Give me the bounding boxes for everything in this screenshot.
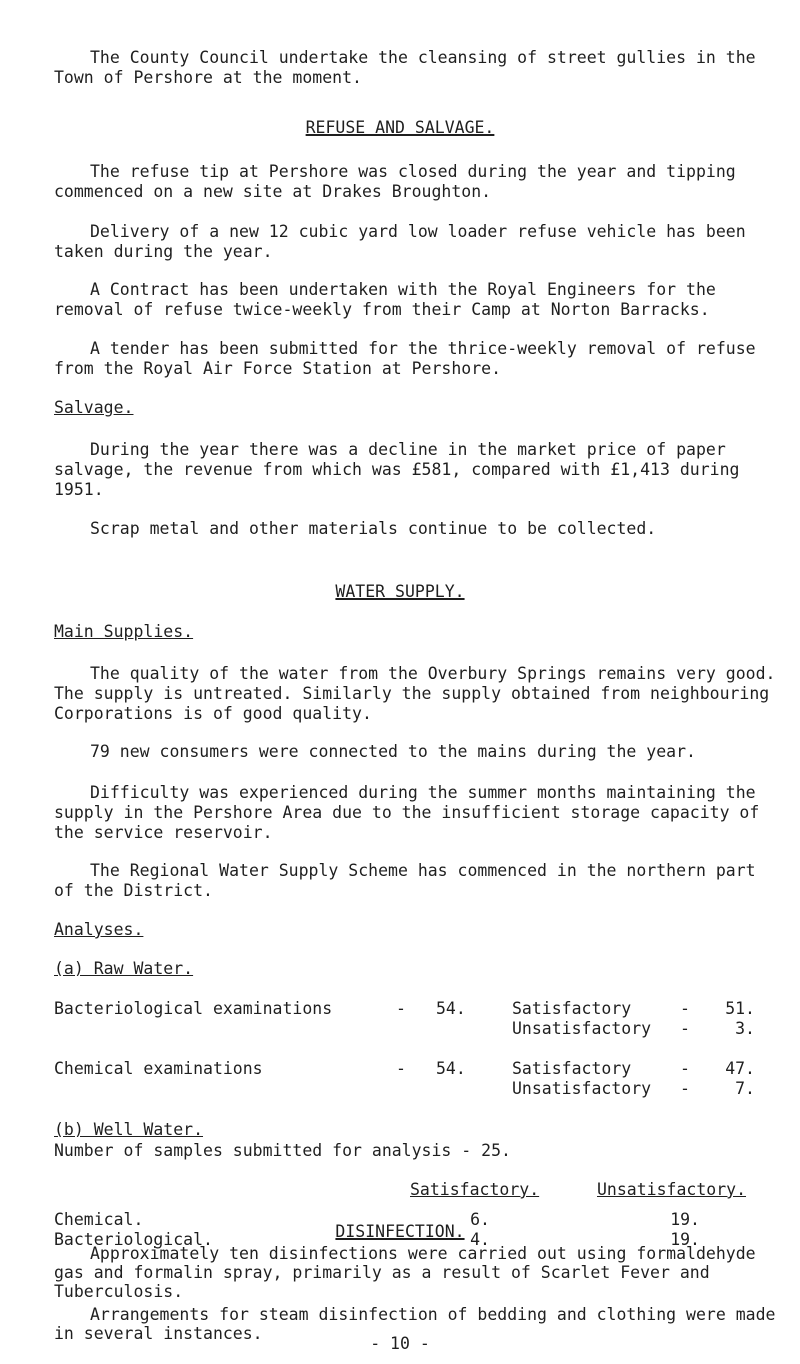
salvage-paragraph-1: During the year there was a decline in the market price of paper salvage, the revenue from which was £581, compared with £1,413 during 1951. <box>54 440 740 499</box>
refuse-paragraph-3: A Contract has been undertaken with the Royal Engineers for the removal of refuse twice-weekly from their Camp at Norton Barracks. <box>54 280 716 319</box>
raw-result-value: 7. <box>735 1079 755 1098</box>
refuse-paragraph-2: Delivery of a new 12 cubic yard low loader refuse vehicle has been taken during the year. <box>54 222 746 261</box>
raw-label: Bacteriological examinations <box>54 999 333 1018</box>
raw-result-dash: - <box>680 1019 690 1038</box>
water-paragraph-1: The quality of the water from the Overbury Springs remains very good. The supply is untreated. Similarly the supply obtained from neighbouring Corporations is of good quality. <box>54 664 776 723</box>
water-heading: WATER SUPPLY. <box>335 582 465 601</box>
well-row-satisfactory: 6. <box>470 1210 490 1229</box>
raw-result-label: Unsatisfactory <box>512 1019 652 1038</box>
refuse-paragraph-1: The refuse tip at Pershore was closed during the year and tipping commenced on a new site at Drakes Broughton. <box>54 162 736 201</box>
main-supplies-heading: Main Supplies. <box>54 622 194 641</box>
well-row-unsatisfactory: 19. <box>670 1210 700 1229</box>
water-paragraph-4: The Regional Water Supply Scheme has commenced in the northern part of the District. <box>54 861 756 900</box>
raw-dash: - <box>396 1059 406 1078</box>
refuse-paragraph-4: A tender has been submitted for the thrice-weekly removal of refuse from the Royal Air Force Station at Pershore. <box>54 339 756 378</box>
well-row-label: Chemical. <box>54 1210 144 1229</box>
water-paragraph-2: 79 new consumers were connected to the mains during the year. <box>90 742 696 761</box>
raw-result-value: 47. <box>725 1059 755 1078</box>
raw-dash: - <box>396 999 406 1018</box>
raw-result-value: 51. <box>725 999 755 1018</box>
intro-paragraph: The County Council undertake the cleansing of street gullies in the Town of Pershore at the moment. <box>54 48 756 87</box>
well-row-label: Bacteriological. <box>54 1230 213 1249</box>
disinfection-paragraph-1: Approximately ten disinfections were carried out using formaldehyde gas and formalin spray, primarily as a result of Scarlet Fever and Tuberculosis. <box>54 1244 756 1301</box>
raw-result-label: Unsatisfactory <box>512 1079 652 1098</box>
raw-water-heading: (a) Raw Water. <box>54 959 194 978</box>
water-paragraph-3: Difficulty was experienced during the summer months maintaining the supply in the Pershore Area due to the insufficient storage capacity of the service reservoir. <box>54 783 760 842</box>
salvage-paragraph-2: Scrap metal and other materials continue to be collected. <box>90 519 657 538</box>
raw-result-label: Satisfactory <box>512 999 632 1018</box>
refuse-heading: REFUSE AND SALVAGE. <box>305 118 495 137</box>
raw-count: 54. <box>436 1059 466 1078</box>
well-row-satisfactory: 4. <box>470 1230 490 1249</box>
raw-result-dash: - <box>680 1079 690 1098</box>
page-number: - 10 - <box>370 1334 430 1353</box>
salvage-heading: Salvage. <box>54 398 134 417</box>
well-header-satisfactory: Satisfactory. <box>410 1180 540 1199</box>
disinfection-heading: DISINFECTION. <box>335 1222 465 1241</box>
well-water-heading: (b) Well Water. <box>54 1120 204 1139</box>
well-samples-text: Number of samples submitted for analysis - 25. <box>54 1141 511 1160</box>
raw-label: Chemical examinations <box>54 1059 263 1078</box>
well-header-unsatisfactory: Unsatisfactory. <box>597 1180 747 1199</box>
disinfection-paragraph-2: Arrangements for steam disinfection of bedding and clothing were made in several instances. <box>54 1305 776 1343</box>
well-row-unsatisfactory: 19. <box>670 1230 700 1249</box>
analyses-heading: Analyses. <box>54 920 144 939</box>
raw-result-dash: - <box>680 999 690 1018</box>
raw-result-value: 3. <box>735 1019 755 1038</box>
raw-result-label: Satisfactory <box>512 1059 632 1078</box>
raw-result-dash: - <box>680 1059 690 1078</box>
raw-count: 54. <box>436 999 466 1018</box>
